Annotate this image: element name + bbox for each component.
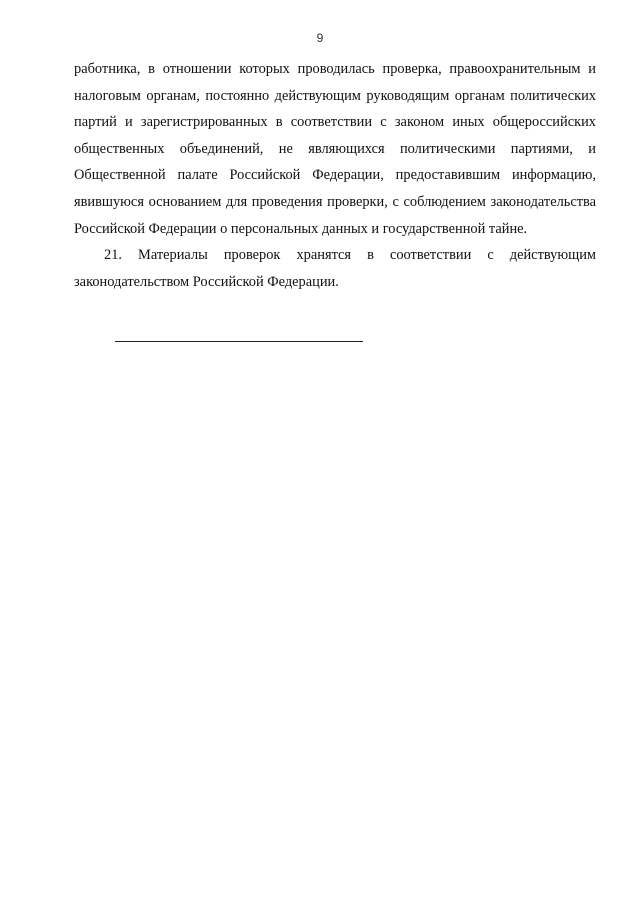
- page-number: 9: [316, 31, 324, 45]
- document-body: [74, 56, 596, 295]
- paragraph-21: 21. Материалы проверок хранятся в соответствии с действующим законодательством Российской Федерации.: [74, 247, 596, 290]
- end-of-document-rule: [115, 341, 363, 342]
- paragraph-continued: работника, в отношении которых проводилась проверка, правоохранительным и налоговым органам, постоянно действующим руководящим органам политических партий и зарегистрированных в соответствии с законом иных общероссийских общественных объединений, не являющихся политическими партиями, и Общественной палате Российской Федерации, предоставившим информацию, явившуюся основанием для проведения проверки, с соблюдением законодательства Российской Федерации о персональных данных и государственной тайне.: [74, 61, 596, 237]
